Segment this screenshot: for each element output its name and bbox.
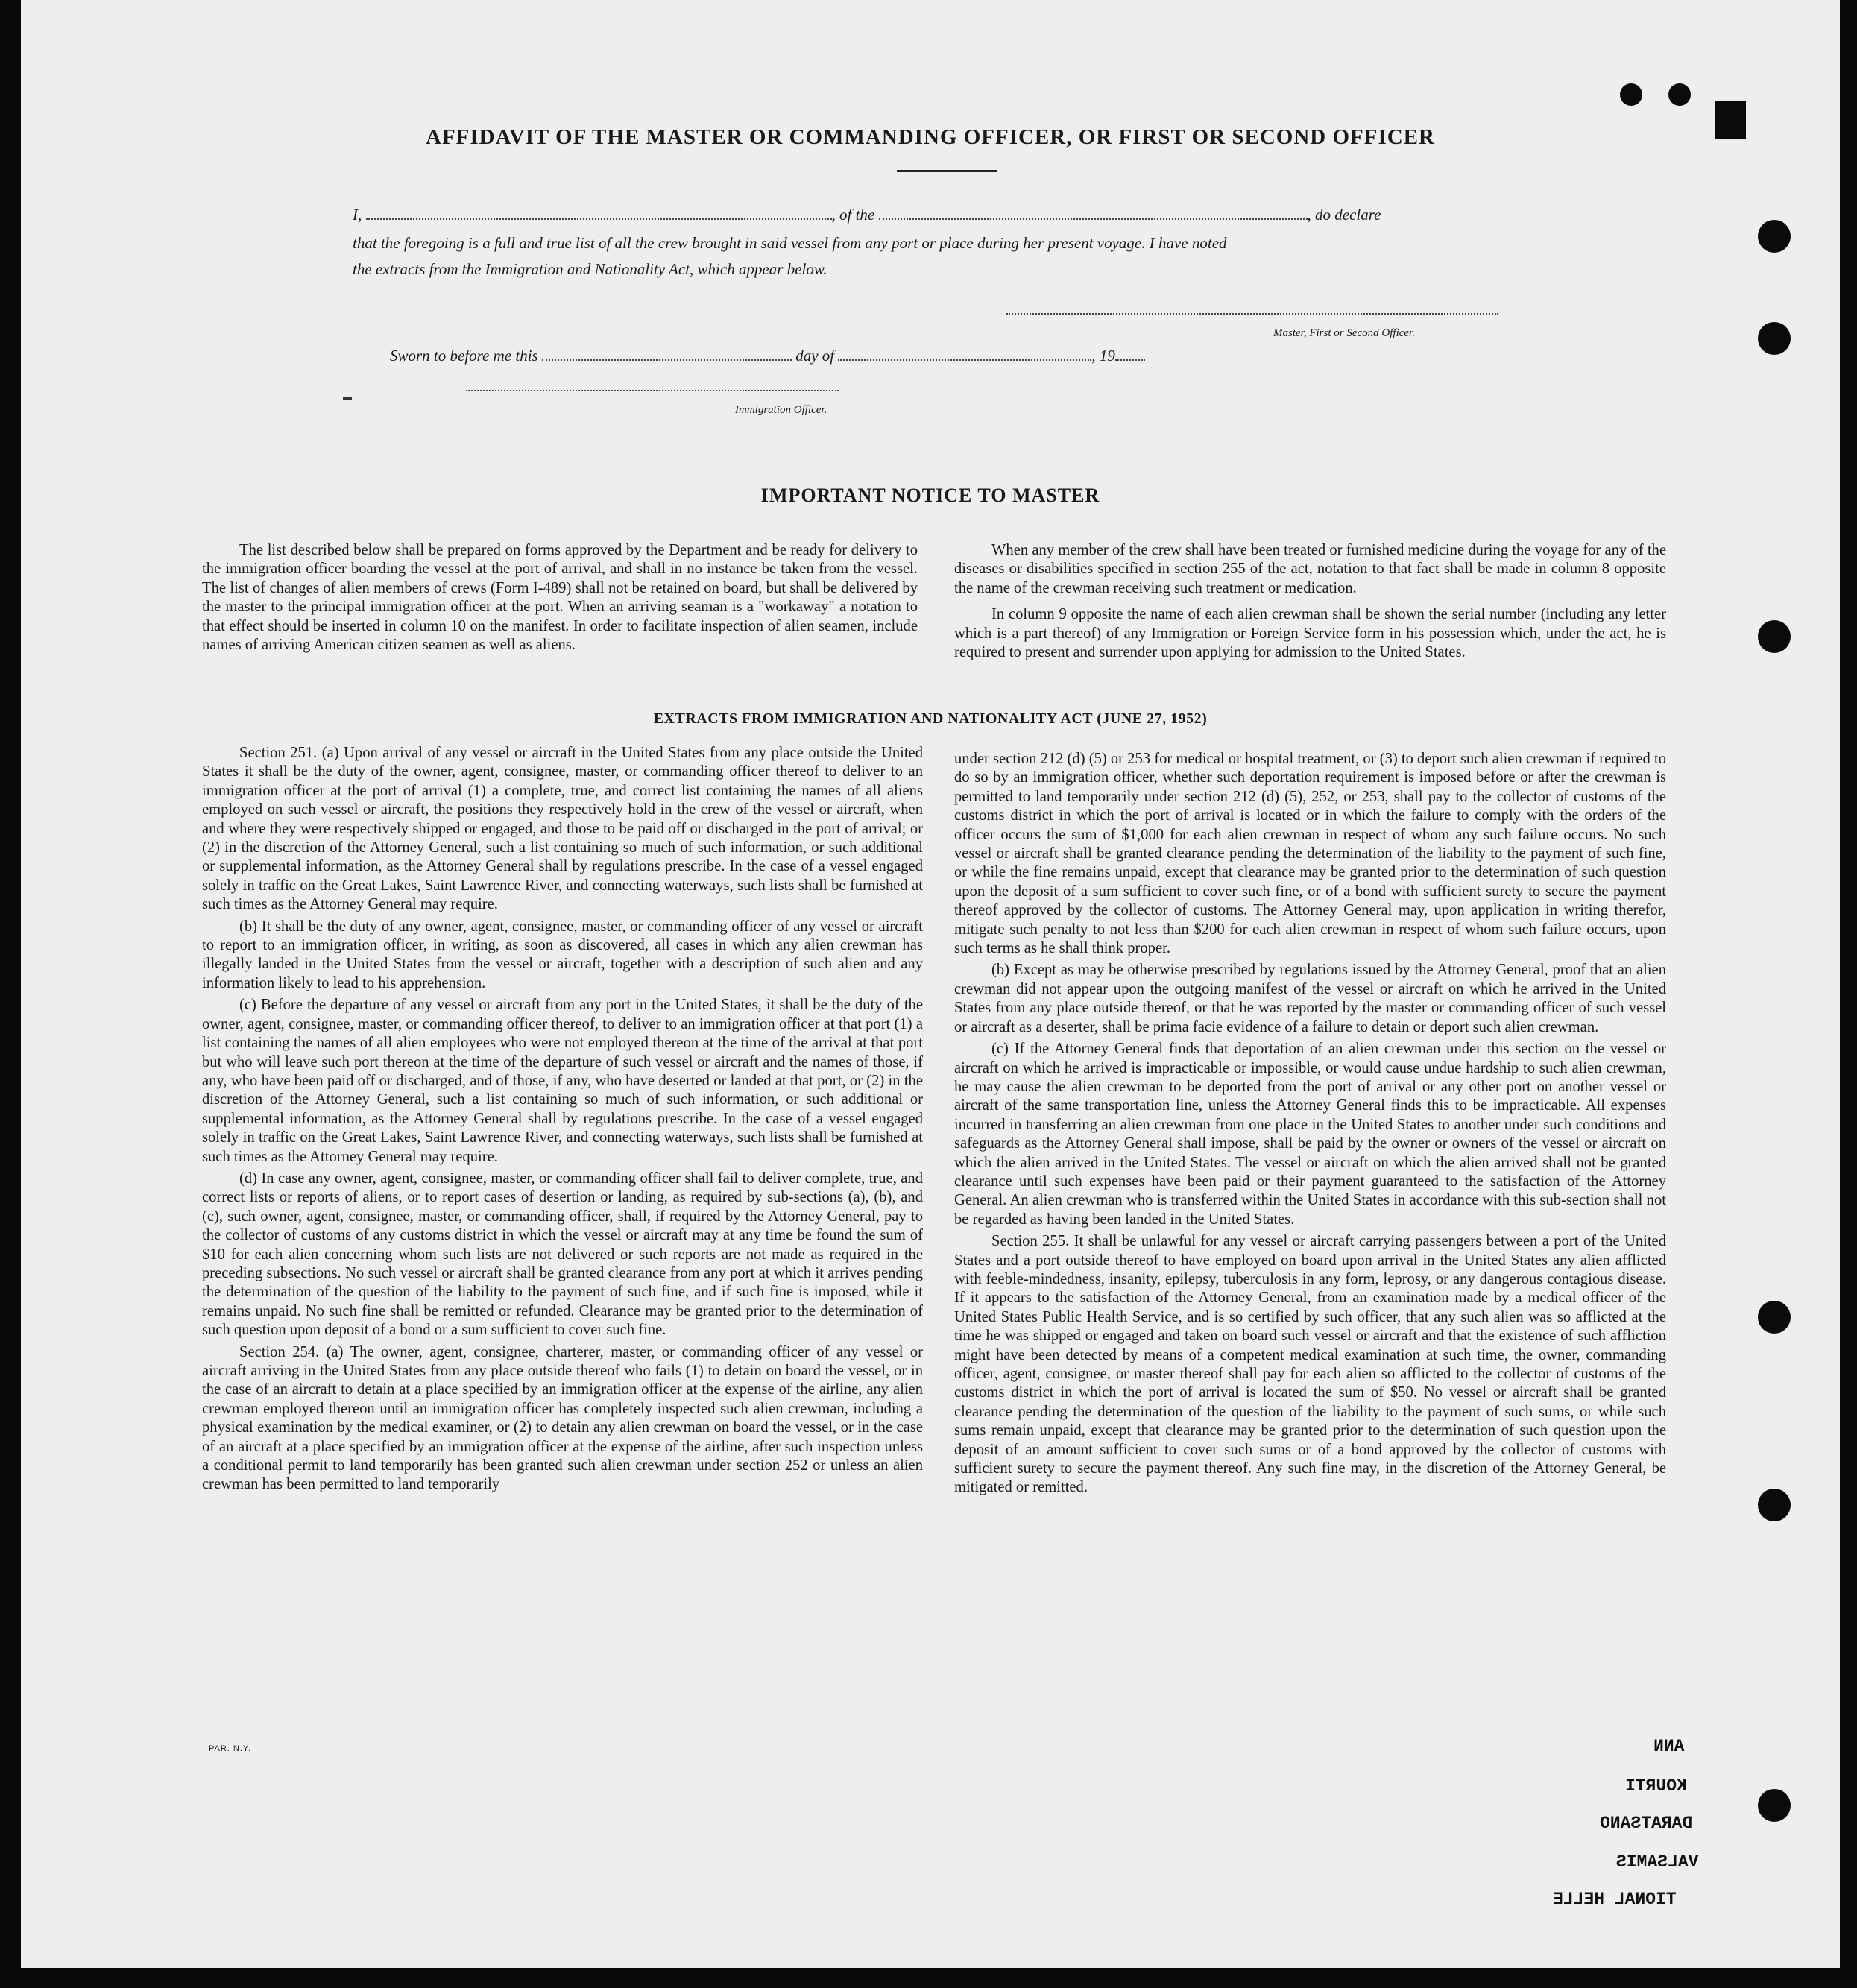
bleed-through-text: KOURTI (1625, 1776, 1687, 1796)
printer-mark: PAR. N.Y. (209, 1744, 251, 1753)
hole-dot (1758, 1301, 1791, 1334)
bleed-through-text: ANN (1653, 1737, 1685, 1756)
hole-dot (1620, 83, 1642, 106)
hole-dot (1758, 620, 1791, 653)
section-255: Section 255. It shall be unlawful for any vessel or aircraft carrying passengers between a port of the United States and a port outside thereof to have employed on board upon arrival in the United States any alien afflicted with feeble-mindedness, insanity, epilepsy, tuberculosis in any form, leprosy, or any dangerous contagious disease. If it appears to the satisfaction of the Attorney General, from an examination made by a medical officer of the United States Public Health Service, and is so certified by such officer, that any such alien was so afflicted at the time he was shipped or engaged and taken on board such vessel or aircraft and that the existence of such affliction might have been detected by means of a competent medical examination at such time, the owner, commanding officer, agent, consignee, or master thereof shall pay for each alien so afflicted to the collector of customs of the customs district in which the port of arrival is located the sum of $50. No vessel or aircraft shall be granted clearance pending the determination of the question of the liability to the payment of such sums, or while such sums remain unpaid, except that clearance may be granted prior to the determination of such question upon the deposit of an amount sufficient to cover such sums or of a bond approved by the collector of customs with sufficient surety to secure the payment thereof. Any such fine may, in the discretion of the Attorney General, be mitigated or remitted. (954, 1233, 1666, 1496)
hole-dot (1758, 1789, 1791, 1822)
sworn-day-field[interactable] (542, 347, 792, 361)
sworn-line (390, 347, 1145, 365)
section-254-a: Section 254. (a) The owner, agent, consignee, charterer, master, or commanding officer of any vessel or aircraft arriving in the United States from any place outside thereof who fails (1) to detain on board the vessel, or in the case of an aircraft to detain at a place specified by an immigration officer at the expense of the airline, any alien crewman employed thereon until an immigration officer has completely inspected such alien crewman, including a physical examination by the medical examiner, or (2) to detain any alien crewman on board the vessel, or in the case of an aircraft at a place specified by an immigration officer at the expense of the airline, after such inspection unless a conditional permit to land temporarily has been granted such alien crewman under section 252 or unless an alien crewman has been permitted to land temporarily (202, 1343, 923, 1493)
section-254-b: (b) Except as may be otherwise prescribed by regulations issued by the Attorney General, proof that an alien crewman did not appear upon the outgoing manifest of the vessel or aircraft on which he arrived in the United States from any place outside thereof, or that he was reported by the master or commanding officer of such vessel or aircraft as a deserter, shall be prima facie evidence of a failure to detain or deport such alien crewman. (954, 962, 1666, 1035)
declaration-line-2: that the foregoing is a full and true list of all the crew brought in said vessel from any port or place during her present voyage. I have noted (353, 234, 1227, 252)
extracts-title: EXTRACTS FROM IMMIGRATION AND NATIONALITY ACT (JUNE 27, 1952) (653, 710, 1208, 727)
name-field[interactable] (366, 206, 832, 220)
notice-right-paragraph: In column 9 opposite the name of each alien crewman shall be shown the serial number (including any letter which is a part thereof) of any Immigration or Foreign Service form in his possession which, under the act, he is required to present and surrender upon applying for admission to the United States. (954, 606, 1666, 661)
declaration-line-3: the extracts from the Immigration and Nationality Act, which appear below. (353, 260, 827, 278)
title-rule (897, 170, 997, 172)
hole-dot (1758, 322, 1791, 355)
notice-right-column (954, 541, 1666, 662)
bleed-through-text: VALSAMIS (1616, 1852, 1699, 1872)
master-caption: Master, First or Second Officer. (1273, 327, 1415, 339)
section-254-c: (c) If the Attorney General finds that deportation of an alien crewman under this section on the vessel or aircraft on which he arrived is impracticable or impossible, or would cause undue hardship to such alien crewman, he may cause the alien crewman to be deported from the port of arrival or any other port on another vessel or aircraft of the same transportation line, unless the Attorney General finds this to be impracticable. All expenses incurred in transferring an alien crewman from one place in the United States to another under such conditions and safeguards as the Attorney General shall impose, shall be paid by the owner or owners of the vessel or aircraft on which the alien arrived in the United States. The vessel or aircraft on which the alien arrived shall not be granted clearance until such expenses have been paid or their payment guaranteed to the satisfaction of the Attorney General. An alien crewman who is transferred within the United States in accordance with this sub-section shall not be regarded as having been landed in the United States. (954, 1041, 1666, 1228)
decl-of-the: , of the (831, 206, 875, 224)
sworn-year-field[interactable] (1115, 347, 1145, 361)
document-page (21, 0, 1840, 1968)
hole-dot (1758, 1489, 1791, 1521)
master-signature-line[interactable] (1006, 313, 1498, 315)
bleed-through-text: DARATSANO (1600, 1814, 1693, 1833)
hole-dot (1758, 220, 1791, 253)
extracts-right-column (954, 750, 1666, 1498)
sworn-month-field[interactable] (838, 347, 1091, 361)
sworn-label: Sworn to before me this (390, 347, 538, 365)
bleed-through-text: TIONAL HELLE (1553, 1890, 1677, 1909)
section-251-a: Section 251. (a) Upon arrival of any vessel or aircraft in the United States from any place outside the United States it shall be the duty of the owner, agent, consignee, master, or commanding officer thereof to deliver to an immigration officer at the port of arrival (1) a complete, true, and correct list containing the names of all aliens employed on such vessel or aircraft, the positions they respectively hold in the crew of the vessel or aircraft, when and where they were respectively shipped or engaged, and those to be paid off or discharged in the port of arrival; or (2) in the discretion of the Attorney General, such a list containing so much of such information, or such additional or supplemental information, as the Attorney General shall by regulations prescribe. In the case of a vessel engaged solely in traffic on the Great Lakes, Saint Lawrence River, and connecting waterways, such lists shall be furnished at such times as the Attorney General may require. (202, 745, 923, 913)
day-of-label: day of (795, 347, 835, 365)
hole-dot (1668, 83, 1691, 106)
vessel-field[interactable] (879, 206, 1308, 220)
year-label: , 19 (1091, 347, 1115, 365)
declaration-line-1 (353, 206, 1527, 224)
section-251-d: (d) In case any owner, agent, consignee, master, or commanding officer shall fail to deliver complete, true, and correct lists or reports of aliens, or to report cases of desertion or landing, as required by sub-sections (a), (b), and (c), such owner, agent, consignee, master, or commanding officer, shall, if required by the Attorney General, pay to the collector of customs of any customs district in which the vessel or aircraft may at any time be found the sum of $10 for each alien concerning whom such lists are not delivered or such reports are not made as required in the preceding subsections. No such vessel or aircraft shall be granted clearance from any port at which it arrives pending the determination of the question of the liability to the payment of such fine, and if such fine is imposed, while it remains unpaid. No such fine shall be remitted or refunded. Clearance may be granted prior to the determination of such question upon deposit of a bond or a sum sufficient to cover such fine. (202, 1170, 923, 1339)
decl-do-declare: , do declare (1307, 206, 1381, 224)
notice-left-paragraph: The list described below shall be prepared on forms approved by the Department and be ready for delivery to the immigration officer boarding the vessel at the port of arrival, and shall in no instance be taken from the vessel. The list of changes of alien members of crews (Form I-489) shall not be retained on board, but shall be delivered by the master to the principal immigration officer at the port. When an arriving seaman is a "workaway" a notation to that effect should be inserted in column 10 on the manifest. In order to facilitate inspection of alien seamen, include names of arriving American citizen seamen as well as aliens. (202, 542, 918, 654)
notice-left-column (202, 541, 918, 654)
extracts-left-column (202, 744, 923, 1495)
section-254-a-continued: under section 212 (d) (5) or 253 for medical or hospital treatment, or (3) to deport such alien crewman if required to do so by an immigration officer, whether such deportation requirement is imposed before or after the crewman is permitted to land temporarily under section 212 (d) (5), 252, or 253, shall pay to the collector of customs of the customs district in which the port of arrival is located or in which the failure to comply with the orders of the officer occurs the sum of $1,000 for each alien crewman in respect of whom any such failure occurs. No such vessel or aircraft shall be granted clearance pending the determination of the liability to the payment of such fine, or while the fine remains unpaid, except that clearance may be granted prior to the determination of such question upon the deposit of a sum sufficient to cover such fine, or of a bond with sufficient surety to secure the payment thereof approved by the collector of customs. The Attorney General may, upon application in writing therefor, mitigate such penalty to not less than $200 for each alien crewman in respect of whom such failure occurs, upon such terms as he shall think proper. (954, 751, 1667, 957)
decl-i: I, (353, 206, 362, 224)
margin-mark (343, 397, 352, 400)
affidavit-title: AFFIDAVIT OF THE MASTER OR COMMANDING OFFICER, OR FIRST OR SECOND OFFICER (426, 125, 1435, 149)
notice-title: IMPORTANT NOTICE TO MASTER (760, 485, 1100, 506)
officer-signature-line[interactable] (466, 390, 839, 391)
notice-right-paragraph: When any member of the crew shall have been treated or furnished medicine during the voyage for any of the diseases or disabilities specified in section 255 of the act, notation to that fact shall be made in column 8 opposite the name of the crewman receiving such treatment or medication. (954, 542, 1666, 596)
section-251-b: (b) It shall be the duty of any owner, agent, consignee, master, or commanding officer of any vessel or aircraft to report to an immigration officer, in writing, as soon as discovered, all cases in which any alien crewman has illegally landed in the United States from the vessel or aircraft, together with a description of such alien and any information likely to lead to his apprehension. (202, 918, 923, 991)
section-251-c: (c) Before the departure of any vessel or aircraft from any port in the United States, it shall be the duty of the owner, agent, consignee, master, or commanding officer thereof, to deliver to an immigration officer at that port (1) a list containing the names of all alien employees who were not employed thereon at the time of the arrival at that port but who will leave such port thereon at the time of the departure of such vessel or aircraft and the names of those, if any, who have been paid off or discharged, and of those, if any, who have deserted or landed at that port, or (2) in the discretion of the Attorney General, such a list containing so much of such information, or such additional or supplemental information, as the Attorney General shall by regulations prescribe. In the case of a vessel engaged solely in traffic on the Great Lakes, Saint Lawrence River, and connecting waterways, such lists shall be furnished at such times as the Attorney General may require. (202, 997, 923, 1165)
officer-caption: Immigration Officer. (735, 404, 827, 416)
